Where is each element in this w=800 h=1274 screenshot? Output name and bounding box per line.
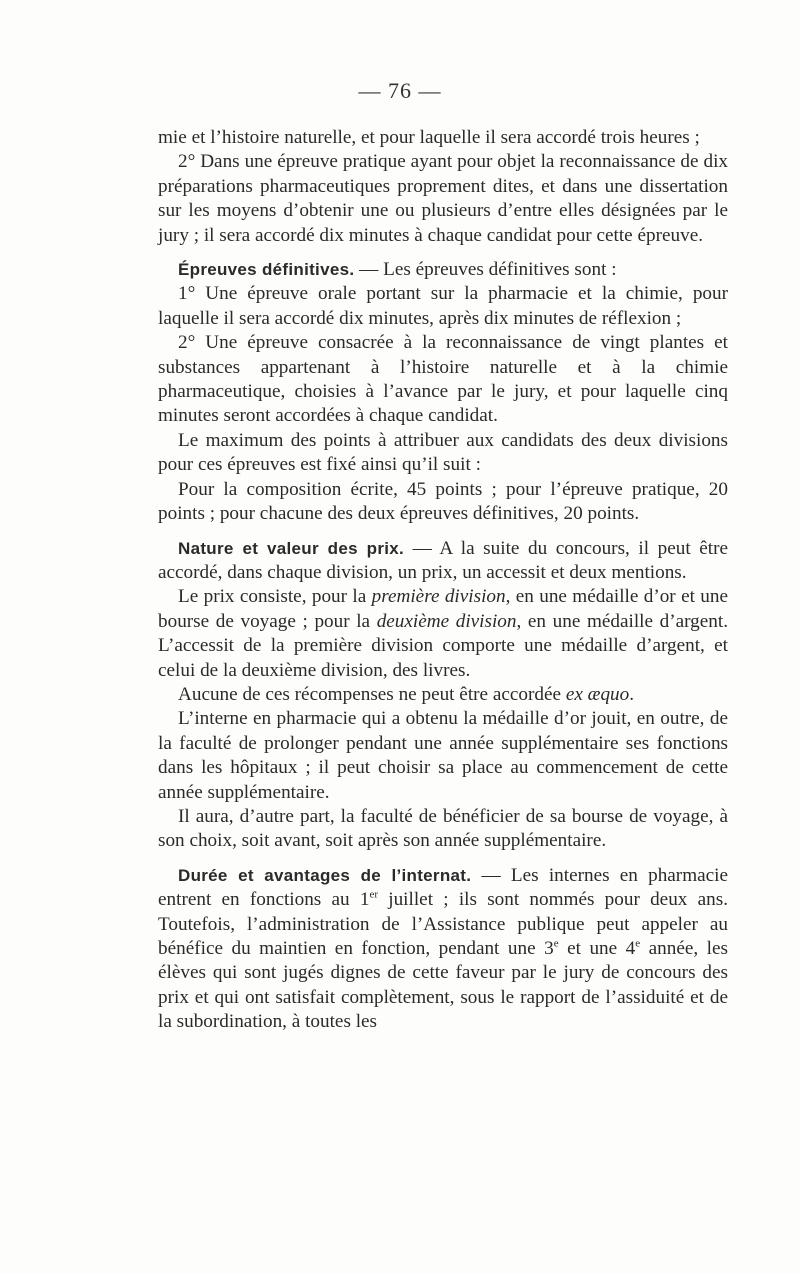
section-internship-duration <box>158 864 728 1035</box>
body-text <box>158 126 728 1035</box>
paragraph-travel-grant: Il aura, d’autre part, la faculté de bénéficier de sa bourse de voyage, à son choix, soit avant, soit après son année supplémentaire. <box>158 805 728 852</box>
paragraph-no-ex-aequo <box>158 683 728 707</box>
text-run: Le prix consiste, pour la <box>178 586 372 608</box>
emphasis-first-division: première division <box>371 586 506 608</box>
text-run: Aucune de ces récompenses ne peut être accordée <box>178 683 566 705</box>
section-prizes <box>158 537 728 854</box>
emphasis-second-division: deuxième division <box>376 610 517 632</box>
paragraph-oral-exam: 1° Une épreuve orale portant sur la pharmacie et la chimie, pour laquelle il sera accordé dix minutes, après dix minutes de réflexion ; <box>158 283 728 329</box>
section-final-exams-lead: — Les épreuves définitives sont : <box>359 259 617 281</box>
text-run: juillet ; ils sont nommés pour deux ans. Toutefois, l’administration de l’Assistance publique peut appeler au bénéfice du maintien en fonction, pendant une 3 <box>158 889 729 959</box>
section-final-exams-intro <box>158 258 728 282</box>
text-run: , en une médaille d’or et une bourse de voyage ; pour la <box>158 586 728 632</box>
superscript: e <box>635 937 641 950</box>
section-prizes-lead: — A la suite du concours, il peut être accordé, dans chaque division, un prix, un accessit et deux mentions. <box>158 537 729 583</box>
superscript: e <box>553 937 559 950</box>
superscript: er <box>369 888 379 901</box>
section-final-exams <box>158 258 728 526</box>
paragraph-points-max: Le maximum des points à attribuer aux candidats des deux divisions pour ces épreuves est fixé ainsi qu’il suit : <box>158 429 728 476</box>
paragraph-recognition-exam: 2° Une épreuve consacrée à la reconnaissance de vingt plantes et substances appartenant à l’histoire naturelle et à la chimie pharmaceutique, choisies à l’avance par le jury, et pour laquelle cinq minutes seront accordées à chaque candidat. <box>158 332 728 427</box>
section-heading-final-exams: Épreuves définitives. <box>178 260 355 280</box>
section-heading-internship: Durée et avantages de l’internat. <box>178 865 472 885</box>
paragraph-points-detail: Pour la composition écrite, 45 points ; pour l’épreuve pratique, 20 points ; pour chacune des deux épreuves définitives, 20 points. <box>158 478 728 525</box>
section-prizes-intro <box>158 537 728 586</box>
paragraph-gold-medal: L’interne en pharmacie qui a obtenu la médaille d’or jouit, en outre, de la faculté de prolonger pendant une année supplémentaire ses fonctions dans les hôpitaux ; il peut choisir sa place au commencement de cette année supplémentaire. <box>158 708 728 803</box>
text-run: , en une médaille d’argent. L’accessit de la première division comporte une médaille d’argent, et celui de la deuxième division, des livres. <box>158 610 728 681</box>
paragraph-continued: mie et l’histoire naturelle, et pour laquelle il sera accordé trois heures ; <box>158 127 700 148</box>
paragraph-practical-exam: 2° Dans une épreuve pratique ayant pour objet la reconnaissance de dix préparations pharmaceutiques proprement dites, et dans une dissertation sur les moyens d’obtenir une ou plusieurs d’entre elles désignées par le jury ; il sera accordé dix minutes à chaque candidat pour cette épreuve. <box>158 151 728 246</box>
text-run: . <box>629 683 635 705</box>
text-run: — Les internes en pharmacie entrent en fonctions au 1 <box>158 864 728 911</box>
text-run: année, les élèves qui sont jugés dignes de cette faveur par le jury de concours des prix et qui ont satisfait complètement, sous le rapport de l’assiduité et de la subordination, à toutes les <box>158 938 728 1033</box>
paragraph-prize-details <box>158 585 728 683</box>
section-heading-prizes: Nature et valeur des prix. <box>178 538 405 558</box>
emphasis-ex-aequo: ex æquo <box>565 683 630 705</box>
text-run: et une 4 <box>558 938 636 959</box>
page-number: — 76 — <box>358 78 442 103</box>
section-internship-intro <box>158 864 728 1035</box>
